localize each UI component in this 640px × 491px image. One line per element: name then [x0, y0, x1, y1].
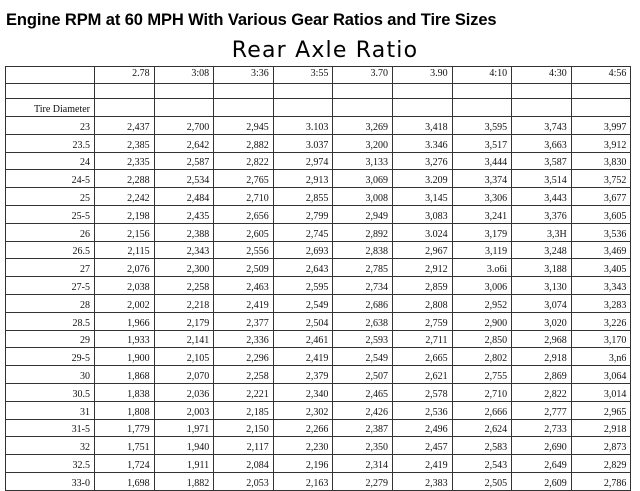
table-row: [6, 117, 631, 135]
rpm-cell: 2,002: [95, 294, 155, 312]
rpm-cell: 2,383: [392, 472, 452, 490]
rpm-cell: 3,536: [571, 223, 631, 241]
rpm-cell: 2,913: [273, 170, 333, 188]
rpm-cell: 2,426: [333, 401, 393, 419]
rpm-cell: 2,419: [214, 294, 274, 312]
rpm-cell: 3,752: [571, 170, 631, 188]
rpm-cell: 3,241: [452, 205, 512, 223]
rpm-cell: 2,258: [154, 277, 214, 295]
rpm-cell: 2,549: [273, 294, 333, 312]
rpm-cell: 2,509: [214, 259, 274, 277]
tire-diameter-cell: 32: [6, 437, 95, 455]
rpm-cell: 2,859: [392, 277, 452, 295]
rpm-cell: 3,069: [333, 170, 393, 188]
page-title: Engine RPM at 60 MPH With Various Gear Ratios and Tire Sizes: [6, 11, 497, 29]
rpm-cell: 2,822: [512, 383, 572, 401]
rpm-cell: 3,n6: [571, 348, 631, 366]
rpm-cell: 3,830: [571, 152, 631, 170]
rpm-cell: 3,226: [571, 312, 631, 330]
rpm-cell: 3.209: [392, 170, 452, 188]
tire-diameter-cell: 26: [6, 223, 95, 241]
rpm-cell: 3,188: [512, 259, 572, 277]
table-row: [6, 312, 631, 330]
tire-diameter-label: Tire Diameter: [6, 99, 95, 117]
tire-label-row: [6, 99, 631, 117]
table-row: [6, 241, 631, 259]
table-row: [6, 170, 631, 188]
rpm-cell: 1,933: [95, 330, 155, 348]
table-row: [6, 294, 631, 312]
ratio-header-row: [6, 67, 631, 84]
empty-cell: [154, 84, 214, 99]
rpm-cell: 2,918: [512, 348, 572, 366]
rpm-cell: 2,179: [154, 312, 214, 330]
rpm-cell: 2,070: [154, 366, 214, 384]
rpm-cell: 2,185: [214, 401, 274, 419]
empty-cell: [154, 99, 214, 117]
rpm-cell: 2,218: [154, 294, 214, 312]
tire-diameter-cell: 27: [6, 259, 95, 277]
rpm-cell: 1,911: [154, 455, 214, 473]
rpm-cell: 2,105: [154, 348, 214, 366]
rpm-cell: 2,777: [512, 401, 572, 419]
table-row: [6, 134, 631, 152]
rpm-cell: 2,496: [392, 419, 452, 437]
rpm-cell: 3.103: [273, 117, 333, 135]
ratio-header-cell: 4:10: [452, 67, 512, 84]
rpm-cell: 2,549: [333, 348, 393, 366]
rpm-cell: 3,997: [571, 117, 631, 135]
empty-cell: [95, 99, 155, 117]
tire-diameter-cell: 23.5: [6, 134, 95, 152]
ratio-header-cell: 4:30: [512, 67, 572, 84]
tire-diameter-cell: 30.5: [6, 383, 95, 401]
rpm-cell: 2,288: [95, 170, 155, 188]
rpm-cell: 2,296: [214, 348, 274, 366]
rpm-cell: 1,779: [95, 419, 155, 437]
rpm-cell: 3,595: [452, 117, 512, 135]
rpm-cell: 2,507: [333, 366, 393, 384]
tire-diameter-cell: 30: [6, 366, 95, 384]
table-row: [6, 455, 631, 473]
rpm-cell: 2,587: [154, 152, 214, 170]
empty-cell: [571, 99, 631, 117]
table-row: [6, 383, 631, 401]
rpm-cell: 2,918: [571, 419, 631, 437]
table-row: [6, 188, 631, 206]
tire-diameter-cell: 24: [6, 152, 95, 170]
rpm-cell: 2,336: [214, 330, 274, 348]
table-subtitle: Rear Axle Ratio: [231, 38, 419, 63]
rpm-cell: 3,145: [392, 188, 452, 206]
rpm-cell: 3,405: [571, 259, 631, 277]
rpm-cell: 1,868: [95, 366, 155, 384]
rpm-cell: 2,377: [214, 312, 274, 330]
rpm-cell: 2,656: [214, 205, 274, 223]
rpm-cell: 2,968: [512, 330, 572, 348]
rpm-cell: 3,074: [512, 294, 572, 312]
spacer-row: [6, 84, 631, 99]
rpm-cell: 2,115: [95, 241, 155, 259]
rpm-cell: 2,593: [333, 330, 393, 348]
rpm-cell: 2,534: [154, 170, 214, 188]
rpm-cell: 1,751: [95, 437, 155, 455]
rpm-cell: 1,882: [154, 472, 214, 490]
tire-diameter-cell: 31: [6, 401, 95, 419]
rpm-cell: 2,340: [273, 383, 333, 401]
rpm-cell: 2,710: [214, 188, 274, 206]
rpm-cell: 2,053: [214, 472, 274, 490]
rpm-cell: 3,283: [571, 294, 631, 312]
rpm-cell: 1,724: [95, 455, 155, 473]
rpm-cell: 2,388: [154, 223, 214, 241]
rpm-cell: 2,665: [392, 348, 452, 366]
empty-cell: [571, 84, 631, 99]
ratio-header-cell: 4:56: [571, 67, 631, 84]
tire-diameter-cell: 23: [6, 117, 95, 135]
rpm-cell: 3,248: [512, 241, 572, 259]
rpm-cell: 2,350: [333, 437, 393, 455]
rpm-cell: 2,419: [392, 455, 452, 473]
table-row: [6, 348, 631, 366]
tire-diameter-cell: 28.5: [6, 312, 95, 330]
rpm-cell: 2,952: [452, 294, 512, 312]
empty-cell: [512, 99, 572, 117]
table-row: [6, 259, 631, 277]
rpm-cell: 2,733: [512, 419, 572, 437]
rpm-cell: 3,3H: [512, 223, 572, 241]
rpm-cell: 2,873: [571, 437, 631, 455]
rpm-cell: 2,638: [333, 312, 393, 330]
rpm-cell: 2,266: [273, 419, 333, 437]
rpm-cell: 3,119: [452, 241, 512, 259]
rpm-cell: 2,302: [273, 401, 333, 419]
empty-cell: [392, 84, 452, 99]
tire-diameter-cell: 32.5: [6, 455, 95, 473]
rpm-cell: 3,008: [333, 188, 393, 206]
rpm-cell: 3,269: [333, 117, 393, 135]
rpm-cell: 2,690: [512, 437, 572, 455]
rpm-cell: 2,785: [333, 259, 393, 277]
empty-cell: [273, 84, 333, 99]
empty-cell: [392, 99, 452, 117]
rpm-cell: 2,437: [95, 117, 155, 135]
rpm-cell: 2,912: [392, 259, 452, 277]
tire-diameter-cell: 27-5: [6, 277, 95, 295]
rpm-cell: 3,418: [392, 117, 452, 135]
ratio-header-cell: 3.70: [333, 67, 393, 84]
rpm-cell: 2,156: [95, 223, 155, 241]
ratio-header-cell: 3:08: [154, 67, 214, 84]
tire-diameter-cell: 33-0: [6, 472, 95, 490]
rpm-cell: 2,605: [214, 223, 274, 241]
rpm-cell: 2,385: [95, 134, 155, 152]
rpm-cell: 2,945: [214, 117, 274, 135]
rpm-cell: 3,677: [571, 188, 631, 206]
rpm-cell: 3,130: [512, 277, 572, 295]
rpm-cell: 2,419: [273, 348, 333, 366]
rpm-cell: 2,141: [154, 330, 214, 348]
rpm-cell: 2,314: [333, 455, 393, 473]
rpm-cell: 2,150: [214, 419, 274, 437]
rpm-cell: 3.037: [273, 134, 333, 152]
tire-diameter-cell: 25: [6, 188, 95, 206]
empty-cell: [452, 84, 512, 99]
table-row: [6, 472, 631, 490]
rpm-cell: 3,605: [571, 205, 631, 223]
rpm-cell: 3,587: [512, 152, 572, 170]
rpm-cell: 2,666: [452, 401, 512, 419]
rpm-cell: 3,469: [571, 241, 631, 259]
ratio-header-cell: 2.78: [95, 67, 155, 84]
rpm-cell: 2,649: [512, 455, 572, 473]
rpm-cell: 3,006: [452, 277, 512, 295]
rpm-cell: 2,300: [154, 259, 214, 277]
table-row: [6, 277, 631, 295]
rpm-cell: 2,755: [452, 366, 512, 384]
rpm-cell: 2,838: [333, 241, 393, 259]
rpm-cell: 2,624: [452, 419, 512, 437]
table-row: [6, 419, 631, 437]
rpm-cell: 2,759: [392, 312, 452, 330]
empty-cell: [333, 99, 393, 117]
table-row: [6, 366, 631, 384]
rpm-cell: 2,335: [95, 152, 155, 170]
empty-cell: [512, 84, 572, 99]
rpm-cell: 2,711: [392, 330, 452, 348]
rpm-cell: 3,276: [392, 152, 452, 170]
rpm-cell: 2,163: [273, 472, 333, 490]
rpm-cell: 2,198: [95, 205, 155, 223]
rpm-cell: 2,850: [452, 330, 512, 348]
rpm-cell: 2,710: [452, 383, 512, 401]
rpm-cell: 2,196: [273, 455, 333, 473]
rpm-cell: 2,543: [452, 455, 512, 473]
table-row: [6, 401, 631, 419]
empty-cell: [95, 84, 155, 99]
rpm-cell: 2,974: [273, 152, 333, 170]
rpm-cell: 2,643: [273, 259, 333, 277]
rpm-cell: 3,200: [333, 134, 393, 152]
rpm-cell: 2,700: [154, 117, 214, 135]
tire-diameter-cell: 29: [6, 330, 95, 348]
tire-diameter-cell: 25-5: [6, 205, 95, 223]
rpm-cell: 2,117: [214, 437, 274, 455]
rpm-cell: 3.024: [392, 223, 452, 241]
rpm-cell: 1,838: [95, 383, 155, 401]
rpm-cell: 2,829: [571, 455, 631, 473]
rpm-cell: 3,517: [452, 134, 512, 152]
rpm-table-body: [6, 84, 631, 491]
table-row: [6, 205, 631, 223]
rpm-cell: 2,379: [273, 366, 333, 384]
rpm-cell: 2,435: [154, 205, 214, 223]
empty-cell: [333, 84, 393, 99]
rpm-cell: 1,966: [95, 312, 155, 330]
rpm-cell: 2,583: [452, 437, 512, 455]
rpm-cell: 1,940: [154, 437, 214, 455]
rpm-cell: 2,387: [333, 419, 393, 437]
rpm-cell: 2,076: [95, 259, 155, 277]
rpm-cell: 2,038: [95, 277, 155, 295]
rpm-cell: 1,808: [95, 401, 155, 419]
rpm-cell: 2,822: [214, 152, 274, 170]
rpm-cell: 2,505: [452, 472, 512, 490]
rpm-cell: 3,663: [512, 134, 572, 152]
rpm-cell: 2,965: [571, 401, 631, 419]
rpm-cell: 2,786: [571, 472, 631, 490]
tire-diameter-cell: 31-5: [6, 419, 95, 437]
rpm-cell: 2,343: [154, 241, 214, 259]
empty-cell: [214, 84, 274, 99]
rpm-cell: 2,230: [273, 437, 333, 455]
rpm-cell: 2,855: [273, 188, 333, 206]
rpm-cell: 2,221: [214, 383, 274, 401]
rpm-cell: 2,765: [214, 170, 274, 188]
rpm-cell: 2,536: [392, 401, 452, 419]
rpm-cell: 3,912: [571, 134, 631, 152]
rpm-cell: 2,279: [333, 472, 393, 490]
rpm-cell: 3,374: [452, 170, 512, 188]
rpm-cell: 3,444: [452, 152, 512, 170]
rpm-cell: 3,343: [571, 277, 631, 295]
rpm-table: [5, 66, 631, 491]
rpm-cell: 3,514: [512, 170, 572, 188]
rpm-cell: 2,036: [154, 383, 214, 401]
rpm-cell: 3,306: [452, 188, 512, 206]
spacer-cell: [6, 84, 95, 99]
rpm-cell: 2,802: [452, 348, 512, 366]
rpm-cell: 3,064: [571, 366, 631, 384]
rpm-cell: 3.o6i: [452, 259, 512, 277]
rpm-cell: 2,504: [273, 312, 333, 330]
rpm-cell: 3,020: [512, 312, 572, 330]
rpm-cell: 2,869: [512, 366, 572, 384]
rpm-cell: 3,179: [452, 223, 512, 241]
rpm-cell: 2,556: [214, 241, 274, 259]
rpm-cell: 1,971: [154, 419, 214, 437]
table-row: [6, 152, 631, 170]
rpm-cell: 3.346: [392, 134, 452, 152]
rpm-cell: 1,900: [95, 348, 155, 366]
rpm-cell: 2,621: [392, 366, 452, 384]
empty-cell: [273, 99, 333, 117]
rpm-cell: 2,463: [214, 277, 274, 295]
rpm-cell: 2,967: [392, 241, 452, 259]
rpm-cell: 2,892: [333, 223, 393, 241]
tire-diameter-cell: 24-5: [6, 170, 95, 188]
rpm-cell: 2,900: [452, 312, 512, 330]
rpm-cell: 2,745: [273, 223, 333, 241]
rpm-cell: 2,609: [512, 472, 572, 490]
ratio-header-cell: 3.90: [392, 67, 452, 84]
rpm-cell: 2,686: [333, 294, 393, 312]
rpm-cell: 2,084: [214, 455, 274, 473]
rpm-cell: 2,242: [95, 188, 155, 206]
rpm-cell: 2,457: [392, 437, 452, 455]
ratio-header-cell: 3:55: [273, 67, 333, 84]
rpm-cell: 2,949: [333, 205, 393, 223]
rpm-cell: 2,693: [273, 241, 333, 259]
rpm-cell: 3,133: [333, 152, 393, 170]
rpm-cell: 2,799: [273, 205, 333, 223]
rpm-cell: 3,083: [392, 205, 452, 223]
table-row: [6, 437, 631, 455]
rpm-cell: 1,698: [95, 472, 155, 490]
corner-cell: [6, 67, 95, 84]
rpm-table-head: [6, 67, 631, 84]
rpm-cell: 2,808: [392, 294, 452, 312]
rpm-cell: 2,578: [392, 383, 452, 401]
tire-diameter-cell: 29-5: [6, 348, 95, 366]
rpm-cell: 2,003: [154, 401, 214, 419]
tire-diameter-cell: 26.5: [6, 241, 95, 259]
table-row: [6, 330, 631, 348]
empty-cell: [214, 99, 274, 117]
rpm-cell: 3,170: [571, 330, 631, 348]
rpm-cell: 3,376: [512, 205, 572, 223]
rpm-cell: 3,743: [512, 117, 572, 135]
rpm-cell: 2,642: [154, 134, 214, 152]
rpm-cell: 2,484: [154, 188, 214, 206]
rpm-cell: 2,595: [273, 277, 333, 295]
rpm-cell: 2,258: [214, 366, 274, 384]
empty-cell: [452, 99, 512, 117]
rpm-cell: 3,443: [512, 188, 572, 206]
ratio-header-cell: 3:36: [214, 67, 274, 84]
rpm-cell: 2,734: [333, 277, 393, 295]
rpm-cell: 2,461: [273, 330, 333, 348]
tire-diameter-cell: 28: [6, 294, 95, 312]
table-row: [6, 223, 631, 241]
rpm-cell: 2,882: [214, 134, 274, 152]
rpm-cell: 2,465: [333, 383, 393, 401]
rpm-cell: 3,014: [571, 383, 631, 401]
